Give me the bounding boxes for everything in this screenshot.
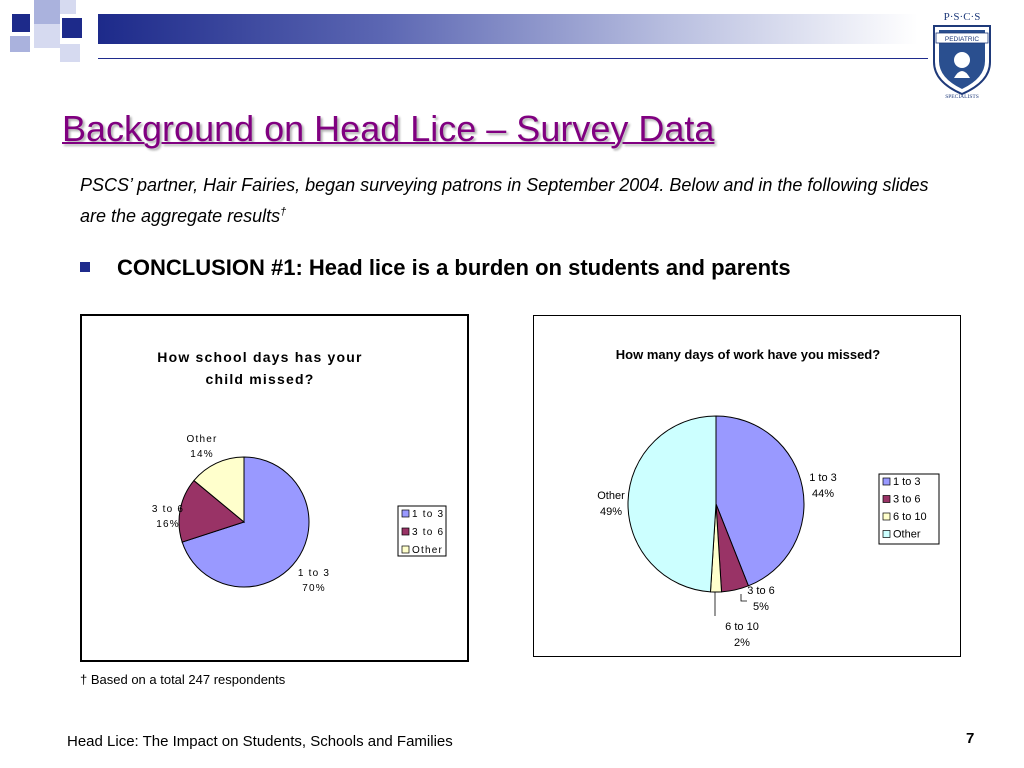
legend-label: 1 to 3 xyxy=(893,476,921,488)
chart-title: How many days of work have you missed? xyxy=(615,347,881,362)
footer-text: Head Lice: The Impact on Students, Schools and Families xyxy=(67,733,453,750)
legend-label: 6 to 10 xyxy=(893,511,927,523)
slice-percent-label: 44% xyxy=(811,488,835,500)
header-rule xyxy=(98,58,928,59)
pscs-logo xyxy=(924,8,1000,98)
slice-percent-label: 14% xyxy=(190,449,214,460)
intro-body: PSCS’ partner, Hair Fairies, began surveying patrons in September 2004. Below and in the following slides are the aggregate results xyxy=(80,175,929,226)
decor-square xyxy=(62,18,82,38)
legend-swatch xyxy=(402,528,409,535)
logo-subtext: SPECIALISTS xyxy=(945,94,979,98)
conclusion-text: CONCLUSION #1: Head lice is a burden on students and parents xyxy=(117,255,791,280)
chart-work-days-svg xyxy=(534,316,960,656)
logo-letters: P·S·C·S xyxy=(943,11,981,23)
legend-swatch xyxy=(883,531,890,538)
legend-swatch xyxy=(402,546,409,553)
page-number: 7 xyxy=(966,730,975,747)
intro-dagger: † xyxy=(280,206,287,218)
logo-banner: PEDIATRIC xyxy=(944,36,980,43)
chart-school-days xyxy=(80,314,469,662)
slice-percent-label: 49% xyxy=(599,506,623,518)
legend-label: 3 to 6 xyxy=(412,527,445,538)
slice-category-label: 1 to 3 xyxy=(297,568,331,579)
decor-square xyxy=(60,0,76,14)
slice-category-label: Other xyxy=(186,434,218,445)
slice-category-label: 3 to 6 xyxy=(151,504,185,515)
leader-line xyxy=(741,594,747,601)
legend-label: 3 to 6 xyxy=(893,493,921,506)
slice-category-label: 3 to 6 xyxy=(747,585,775,597)
legend-swatch xyxy=(402,510,409,517)
chart-title: child missed? xyxy=(205,371,315,387)
slice-category-label: 1 to 3 xyxy=(809,472,837,484)
decor-square xyxy=(12,14,30,32)
legend-label: 1 to 3 xyxy=(412,509,445,520)
legend-label: Other xyxy=(893,528,921,541)
decor-square xyxy=(34,0,60,24)
slice-percent-label: 70% xyxy=(302,583,326,594)
slice-category-label: 6 to 10 xyxy=(725,621,759,633)
decor-square xyxy=(10,36,30,52)
slice-percent-label: 2% xyxy=(734,637,750,649)
intro-text xyxy=(80,172,930,230)
chart-school-days-svg xyxy=(82,316,467,660)
chart-work-days xyxy=(533,315,961,657)
legend-label: Other xyxy=(412,545,444,556)
slide-title: Background on Head Lice – Survey Data xyxy=(62,108,715,149)
bullet-square xyxy=(80,262,90,272)
header-band xyxy=(98,14,918,44)
footnote: † Based on a total 247 respondents xyxy=(80,672,286,687)
slice-category-label: Other xyxy=(597,490,625,502)
legend-swatch xyxy=(883,513,890,520)
legend-swatch xyxy=(883,496,890,503)
decor-square xyxy=(60,44,80,62)
pie-slice xyxy=(628,416,716,592)
slice-percent-label: 16% xyxy=(156,519,180,530)
slice-percent-label: 5% xyxy=(753,601,769,613)
chart-title: How school days has your xyxy=(157,349,363,365)
legend-swatch xyxy=(883,478,890,485)
decor-square xyxy=(34,24,60,48)
